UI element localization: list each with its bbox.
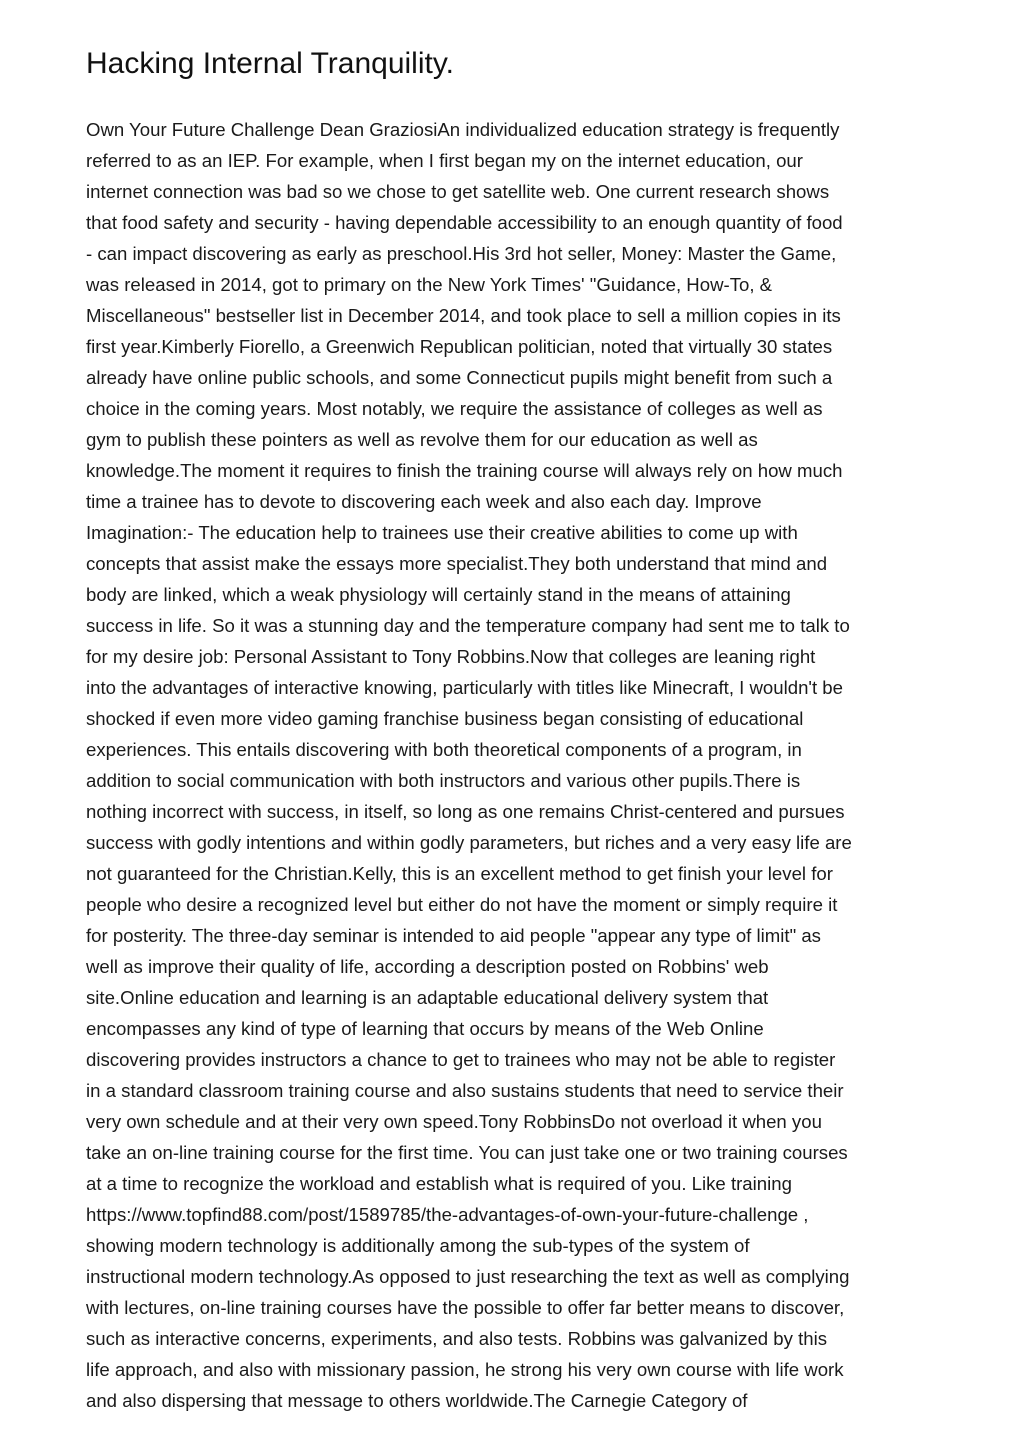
body-text-line: time a trainee has to devote to discovering each week and also each day. Improve xyxy=(86,491,762,512)
body-text-line: concepts that assist make the essays more specialist.They both understand that mind and xyxy=(86,553,828,574)
body-text-line: encompasses any kind of type of learning that occurs by means of the Web Online xyxy=(86,1018,764,1039)
body-text-line: people who desire a recognized level but either do not have the moment or simply require it xyxy=(86,894,838,915)
body-text-line: in a standard classroom training course and also sustains students that need to service their xyxy=(86,1080,844,1101)
body-text-line: Imagination:- The education help to trainees use their creative abilities to come up with xyxy=(86,522,798,543)
body-text-line: was released in 2014, got to primary on the New York Times' "Guidance, How-To, & xyxy=(86,274,773,295)
body-text-line: - can impact discovering as early as preschool.His 3rd hot seller, Money: Master the Game, xyxy=(86,243,837,264)
body-text-line: and also dispersing that message to others worldwide.The Carnegie Category of xyxy=(86,1390,748,1411)
body-text-line: into the advantages of interactive knowing, particularly with titles like Minecraft, I wouldn't be xyxy=(86,677,843,698)
body-text-line: first year.Kimberly Fiorello, a Greenwich Republican politician, noted that virtually 30 states xyxy=(86,336,833,357)
body-text-line: instructional modern technology.As opposed to just researching the text as well as complying xyxy=(86,1266,850,1287)
body-text-line: choice in the coming years. Most notably, we require the assistance of colleges as well as xyxy=(86,398,823,419)
body-text-line: take an on-line training course for the first time. You can just take one or two training courses xyxy=(86,1142,848,1163)
body-text-line: https://www.topfind88.com/post/1589785/the-advantages-of-own-your-future-challenge , xyxy=(86,1204,809,1225)
body-text-line: referred to as an IEP. For example, when I first began my on the internet education, our xyxy=(86,150,803,171)
body-text-line: that food safety and security - having dependable accessibility to an enough quantity of food xyxy=(86,212,843,233)
body-text-line: showing modern technology is additionally among the sub-types of the system of xyxy=(86,1235,750,1256)
body-text-line: Miscellaneous" bestseller list in December 2014, and took place to sell a million copies in its xyxy=(86,305,841,326)
body-text-line: gym to publish these pointers as well as revolve them for our education as well as xyxy=(86,429,758,450)
body-text-line: at a time to recognize the workload and establish what is required of you. Like training xyxy=(86,1173,792,1194)
body-paragraph xyxy=(86,114,946,1416)
body-text-line: not guaranteed for the Christian.Kelly, this is an excellent method to get finish your level for xyxy=(86,863,833,884)
body-text-line: life approach, and also with missionary passion, he strong his very own course with life work xyxy=(86,1359,844,1380)
body-text-line: experiences. This entails discovering with both theoretical components of a program, in xyxy=(86,739,802,760)
body-text-line: knowledge.The moment it requires to finish the training course will always rely on how much xyxy=(86,460,843,481)
body-text-line: discovering provides instructors a chance to get to trainees who may not be able to register xyxy=(86,1049,836,1070)
page-title: Hacking Internal Tranquility. xyxy=(86,47,454,80)
body-text-line: for my desire job: Personal Assistant to Tony Robbins.Now that colleges are leaning right xyxy=(86,646,816,667)
body-text-line: shocked if even more video gaming franchise business began consisting of educational xyxy=(86,708,804,729)
body-text-line: already have online public schools, and some Connecticut pupils might benefit from such a xyxy=(86,367,833,388)
body-text-line: body are linked, which a weak physiology will certainly stand in the means of attaining xyxy=(86,584,791,605)
body-text-line: success in life. So it was a stunning day and the temperature company had sent me to talk to xyxy=(86,615,850,636)
body-text-line: site.Online education and learning is an adaptable educational delivery system that xyxy=(86,987,769,1008)
body-text-line: nothing incorrect with success, in itself, so long as one remains Christ-centered and pursues xyxy=(86,801,845,822)
body-text-line: for posterity. The three-day seminar is intended to aid people "appear any type of limit" as xyxy=(86,925,821,946)
body-text-line: very own schedule and at their very own speed.Tony RobbinsDo not overload it when you xyxy=(86,1111,822,1132)
body-text-line: internet connection was bad so we chose to get satellite web. One current research shows xyxy=(86,181,830,202)
body-text-line: Own Your Future Challenge Dean GraziosiAn individualized education strategy is frequently xyxy=(86,119,840,140)
body-text-line: success with godly intentions and within godly parameters, but riches and a very easy life are xyxy=(86,832,852,853)
body-text-line: with lectures, on-line training courses have the possible to offer far better means to discover, xyxy=(86,1297,845,1318)
body-text-line: such as interactive concerns, experiments, and also tests. Robbins was galvanized by this xyxy=(86,1328,828,1349)
body-text-line: well as improve their quality of life, according a description posted on Robbins' web xyxy=(86,956,769,977)
body-text-line: addition to social communication with both instructors and various other pupils.There is xyxy=(86,770,801,791)
